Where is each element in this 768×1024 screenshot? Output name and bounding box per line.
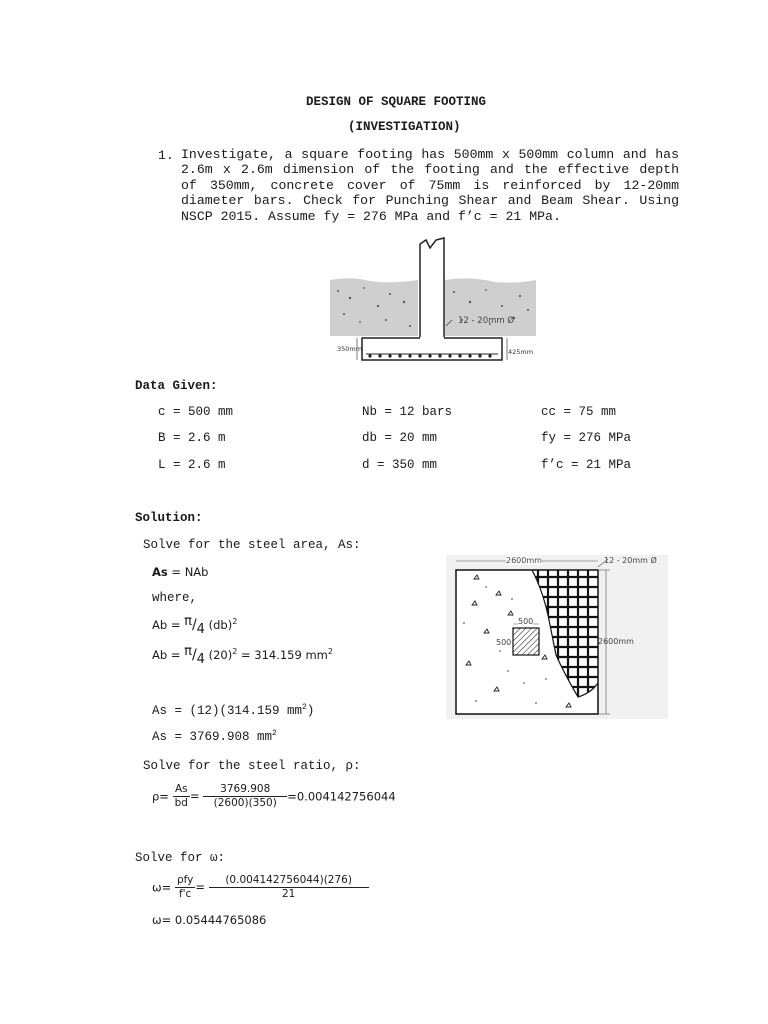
section-bar-label: 12 - 20mm Ø [458, 316, 515, 326]
given-fy: fy = 276 MPa [541, 431, 632, 445]
page-subtitle: (INVESTIGATION) [348, 120, 461, 134]
given-db: db = 20 mm [362, 431, 438, 445]
as-calc-line: As = (12)(314.159 $mm^2$) [152, 703, 315, 719]
soil-right [445, 278, 536, 336]
as-result: As = 3769.908 $mm^2$ [152, 729, 277, 745]
column-depth-label: 500 [496, 638, 512, 647]
rho-equation: ρ= $\frac{As}{bd}$ = $\frac{3769.908}{(2600)(350)}$ =0.004142756044 [152, 783, 396, 809]
data-given-heading: Data Given: [135, 379, 218, 393]
given-b: B = 2.6 m [158, 431, 226, 445]
section-left-dim: 350mm [337, 345, 363, 353]
section-right-dim: 425mm [508, 348, 534, 356]
step-omega: Solve for ω: [135, 851, 226, 865]
given-l: L = 2.6 m [158, 458, 226, 472]
ab-calculation: Ab = π/4 $(20)^2 = 314.159$ $mm^2$ [152, 644, 333, 667]
ab-formula: Ab = π/4 (db)$^2$ [152, 614, 238, 637]
step-steel-ratio: Solve for the steel ratio, ρ: [143, 759, 361, 773]
given-fc: f’c = 21 MPa [541, 458, 632, 472]
problem-text: Investigate, a square footing has 500mm x 500mm column and has 2.6m x 2.6m dimension of the footing and the effective depth of 350mm, concrete cover of 75mm is reinforced by 12-20mm diameter bars. Check for Punching Shear and Beam Shear. Using NSCP 2015. Assume fy = 276 MPa and f’c = 21 MPa. [181, 147, 679, 224]
column-width-label: 500 [518, 617, 534, 626]
where-label: where, [152, 591, 198, 605]
as-equation: As = NAb [152, 565, 209, 579]
footing-plan-figure [446, 555, 668, 719]
step-steel-area: Solve for the steel area, As: [143, 538, 361, 552]
plan-width-label: 2600mm [506, 556, 542, 565]
column-section [513, 628, 539, 655]
given-d: d = 350 mm [362, 458, 438, 472]
solution-heading: Solution: [135, 511, 203, 525]
column [420, 238, 444, 338]
given-cc: cc = 75 mm [541, 405, 617, 419]
given-c: c = 500 mm [158, 405, 234, 419]
omega-equation: ω= $\frac{\text{ρfy}}{f'c}$ = $\frac{(0.004142756044)(276)}{21}$ [152, 874, 369, 901]
given-nb: Nb = 12 bars [362, 405, 453, 419]
problem-number: 1. [158, 148, 174, 163]
omega-result: ω= 0.05444765086 [152, 913, 267, 927]
page-title: DESIGN OF SQUARE FOOTING [306, 95, 487, 109]
soil-left [330, 278, 418, 336]
plan-height-label: 2600mm [598, 637, 634, 646]
plan-bar-label: 12 - 20mm Ø [604, 556, 657, 565]
